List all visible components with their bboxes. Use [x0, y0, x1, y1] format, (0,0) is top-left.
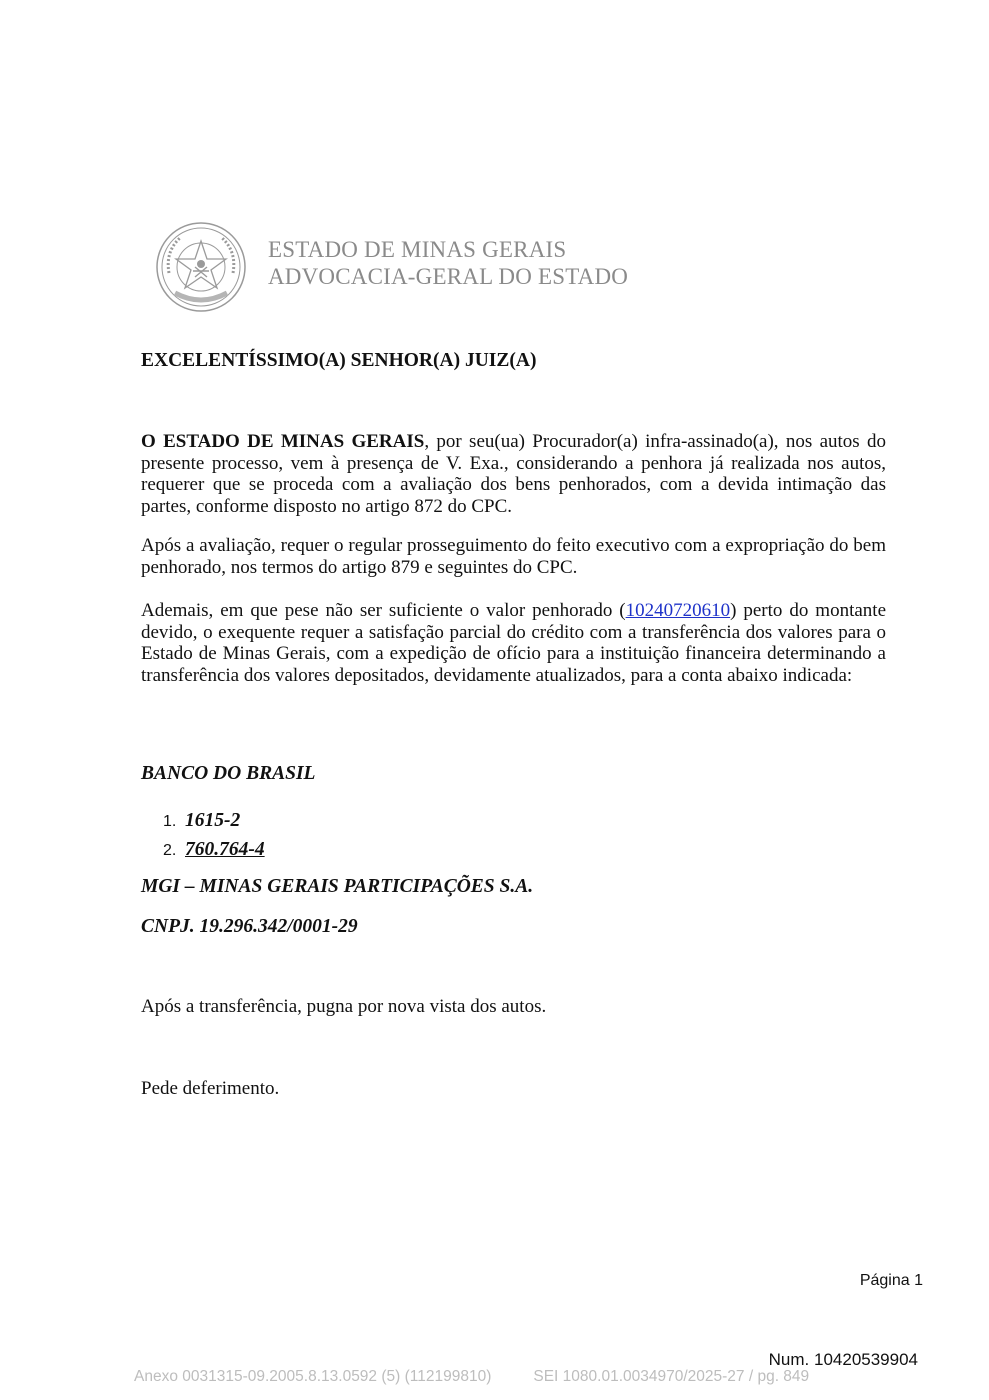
account-list: [163, 810, 265, 868]
closing-request: Pede deferimento.: [141, 1078, 280, 1099]
state-seal-logo: [155, 221, 247, 313]
agency-number: 1615-2: [185, 810, 241, 831]
addressee-heading: EXCELENTÍSSIMO(A) SENHOR(A) JUIZ(A): [141, 350, 537, 371]
header-organization: [268, 236, 628, 290]
paragraph-expropriation: Após a avaliação, requer o regular prosseguimento do feito executivo com a expropriação do bem penhorado, nos termos do artigo 879 e seguintes do CPC.: [141, 535, 886, 578]
list-item: [163, 839, 265, 868]
account-number: 760.764-4: [185, 839, 265, 860]
footer-stamp: [134, 1368, 809, 1386]
paragraph-transfer: [141, 600, 886, 686]
header-agency-name: ADVOCACIA-GERAL DO ESTADO: [268, 264, 629, 289]
list-item-number: 2.: [163, 842, 177, 859]
bank-name: BANCO DO BRASIL: [141, 763, 316, 784]
process-number-link[interactable]: 10240720610: [625, 600, 731, 621]
account-holder: MGI – MINAS GERAIS PARTICIPAÇÕES S.A.: [141, 876, 534, 897]
footer-sei-reference: SEI 1080.01.0034970/2025-27 / pg. 849: [533, 1368, 810, 1385]
account-holder-cnpj: CNPJ. 19.296.342/0001-29: [141, 916, 358, 937]
footer-annex-reference: Anexo 0031315-09.2005.8.13.0592 (5) (112199810): [134, 1368, 492, 1385]
party-name: O ESTADO DE MINAS GERAIS: [141, 431, 425, 452]
header-state-name: ESTADO DE MINAS GERAIS: [268, 237, 567, 262]
document-number: Num. 10420539904: [768, 1350, 918, 1369]
list-item: [163, 810, 265, 839]
list-item-number: 1.: [163, 813, 177, 830]
paragraph-transfer-text-end: ) perto do montante devido, o exequente requer a satisfação parcial do crédito com a transferência dos valores para o Estado de Minas Gerais, com a expedição de ofício para a instituição financeira determinando a transferência dos valores depositados, devidamente atualizados, para a conta abaixo indicada:: [141, 600, 886, 686]
paragraph-request-text: , por seu(ua) Procurador(a) infra-assinado(a), nos autos do presente processo, vem à presença de V. Exa., considerando a penhora já realizada nos autos, requerer que se proceda com a avaliação dos bens penhorados, com a devida intimação das partes, conforme disposto no artigo 872 do CPC.: [141, 431, 886, 517]
paragraph-request: [141, 431, 886, 517]
paragraph-transfer-text-start: Ademais, em que pese não ser suficiente o valor penhorado (: [141, 600, 626, 621]
paragraph-after-transfer: Após a transferência, pugna por nova vista dos autos.: [141, 996, 547, 1017]
page-number: Página 1: [859, 1272, 923, 1289]
